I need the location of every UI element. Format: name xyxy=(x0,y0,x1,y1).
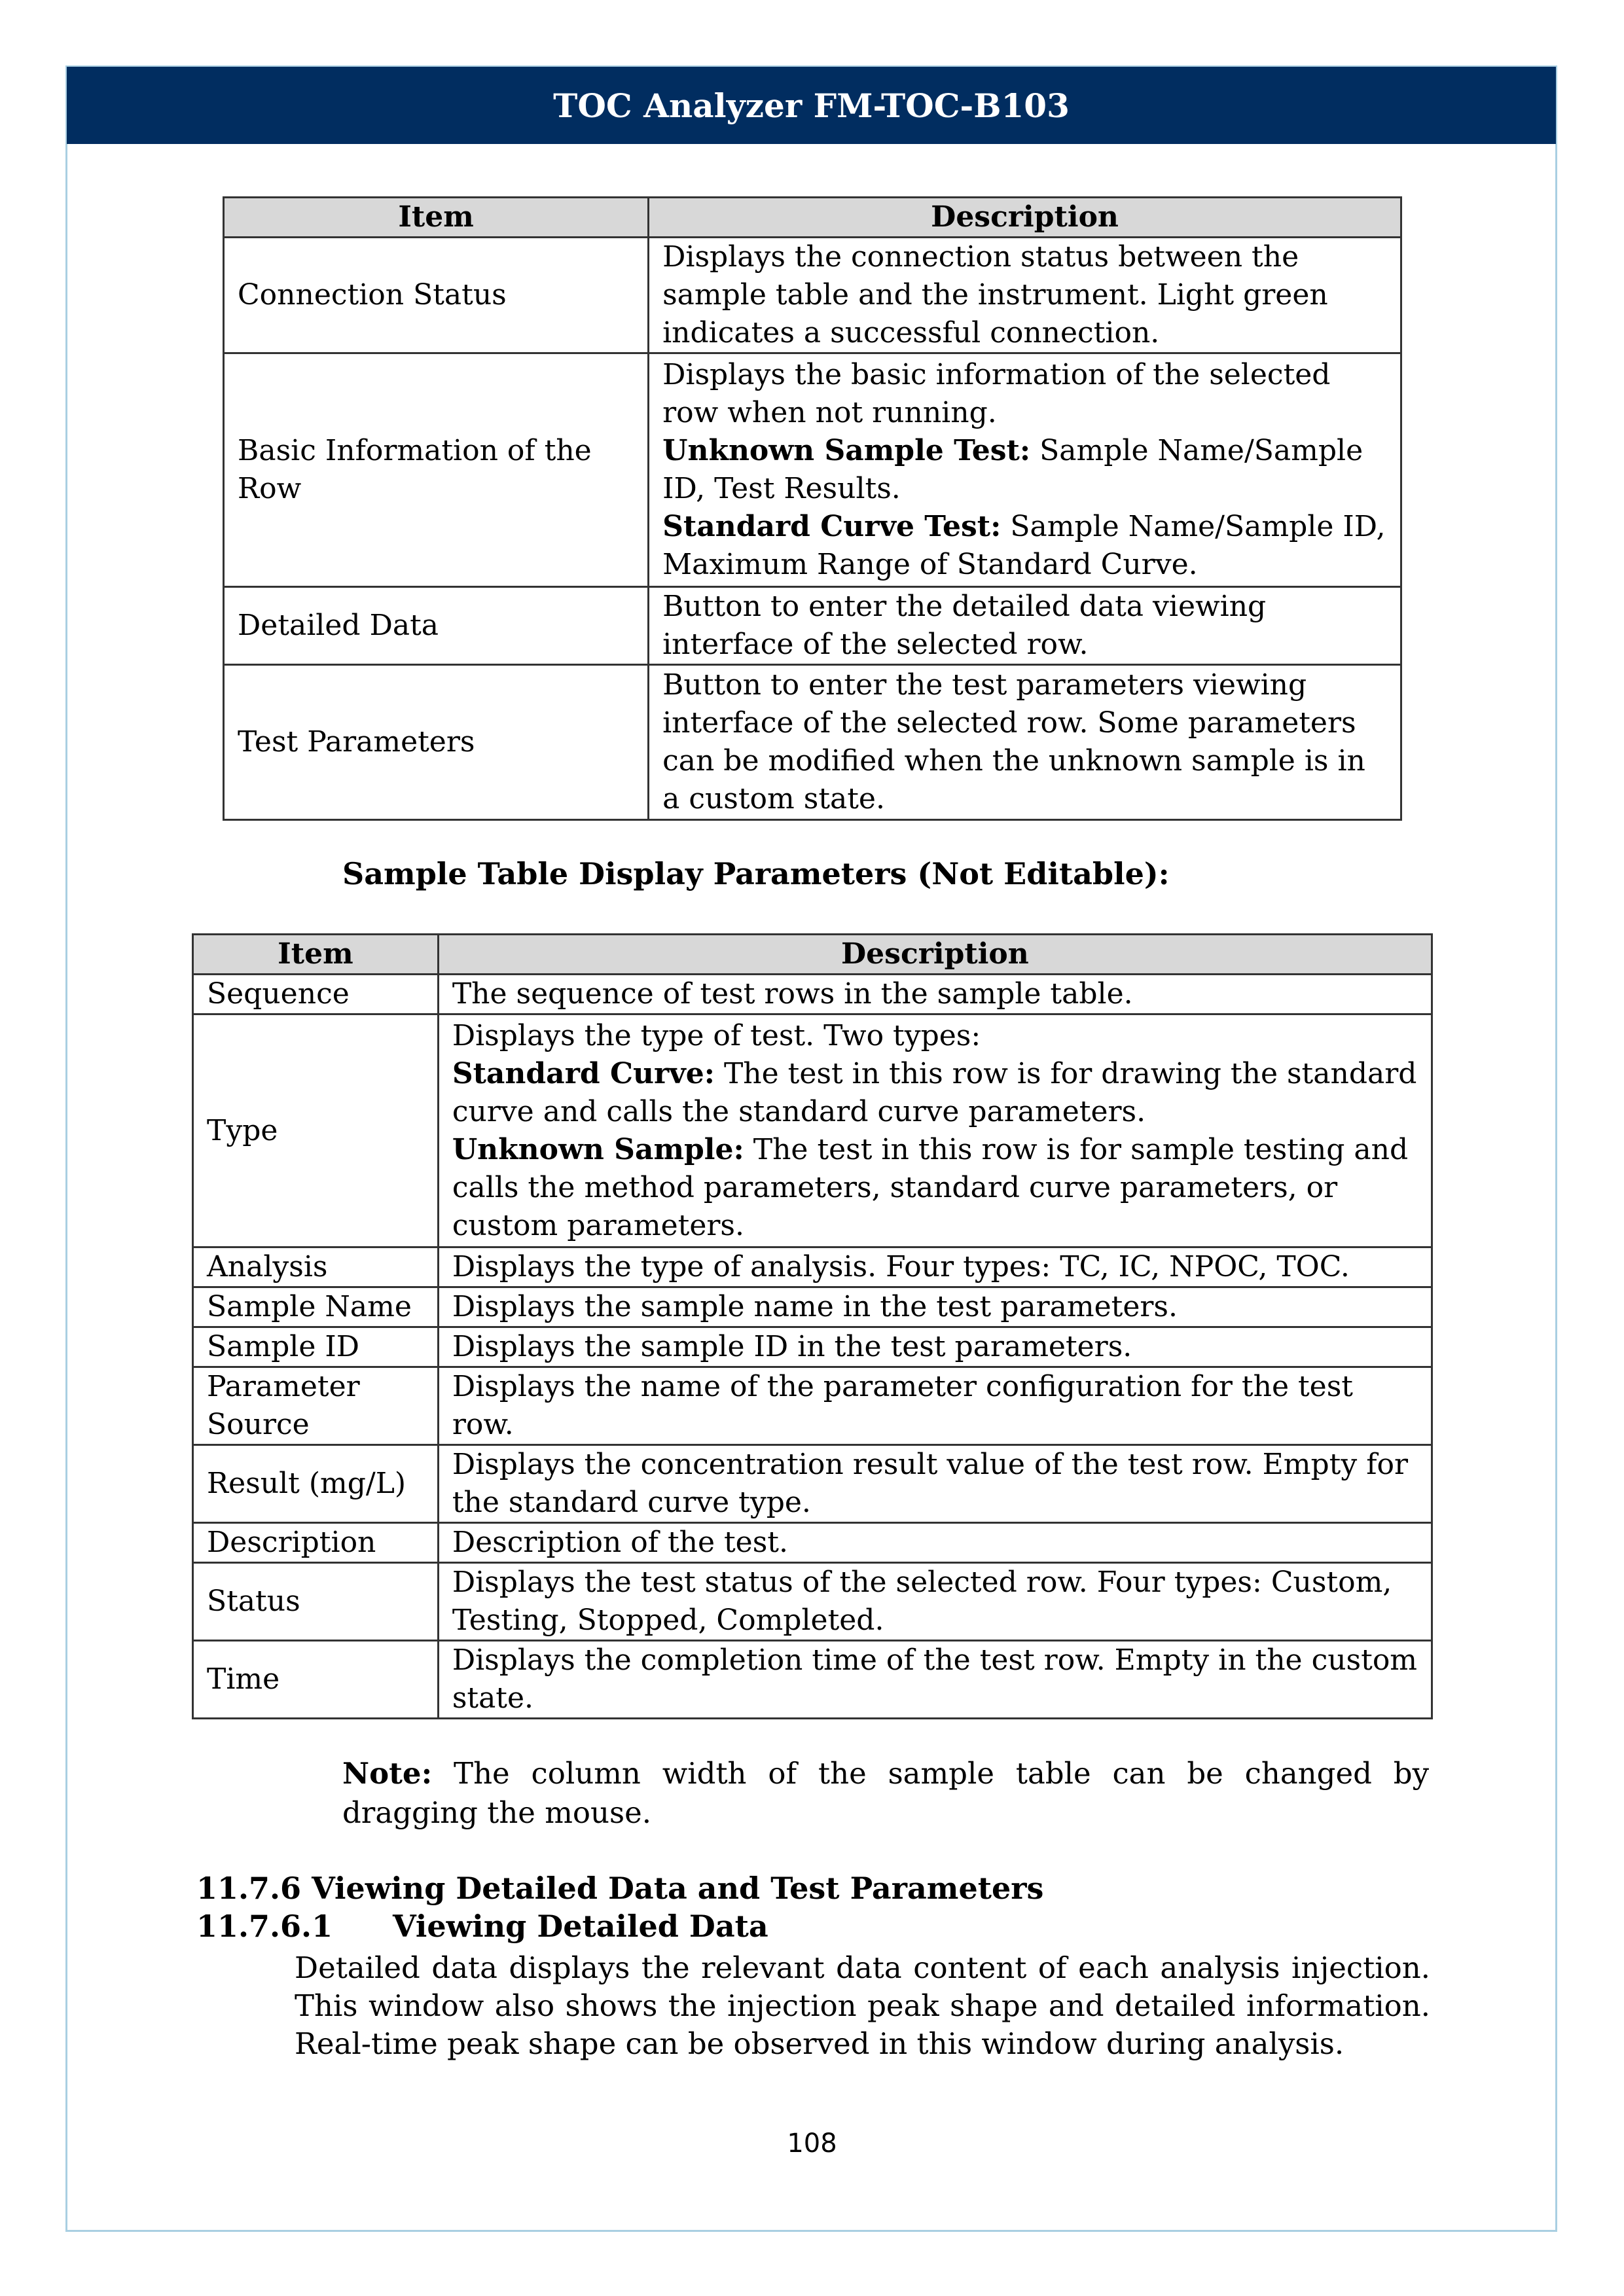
description-cell: Displays the completion time of the test row. Empty in the custom state. xyxy=(438,1641,1432,1719)
entry-label: Unknown Sample Test: xyxy=(662,434,1031,467)
table-row xyxy=(193,1563,1432,1641)
entry-text: Sample Name/Sample ID, Maximum Range of Standard Curve. xyxy=(662,510,1386,581)
item-cell: Analysis xyxy=(193,1247,439,1287)
table-row xyxy=(193,1327,1432,1367)
description-intro: Displays the basic information of the selected row when not running. xyxy=(662,358,1331,429)
description-cell: Button to enter the test parameters viewing interface of the selected row. Some parameters can be modified when the unknown sample is in a custom state. xyxy=(649,665,1401,820)
description-cell xyxy=(649,353,1401,587)
item-cell: Parameter Source xyxy=(193,1367,439,1445)
entry-text: The test in this row is for sample testing and calls the method parameters, standard curve parameters, or custom parameters. xyxy=(452,1132,1409,1242)
table-row xyxy=(193,975,1432,1014)
description-cell xyxy=(438,1014,1432,1247)
column-header-item: Item xyxy=(193,935,439,975)
description-cell: Displays the test status of the selected row. Four types: Custom, Testing, Stopped, Completed. xyxy=(438,1563,1432,1641)
subsection-heading xyxy=(196,1909,768,1944)
table-row xyxy=(193,1247,1432,1287)
section-heading: 11.7.6 Viewing Detailed Data and Test Parameters xyxy=(196,1871,1044,1906)
subsection-number: 11.7.6.1 xyxy=(196,1909,333,1944)
table-row xyxy=(193,1367,1432,1445)
description-cell: Displays the type of analysis. Four types: TC, IC, NPOC, TOC. xyxy=(438,1247,1432,1287)
item-cell: Connection Status xyxy=(224,238,649,353)
table-row xyxy=(193,1523,1432,1563)
item-cell: Test Parameters xyxy=(224,665,649,820)
item-cell: Status xyxy=(193,1563,439,1641)
entry-label: Standard Curve: xyxy=(452,1056,715,1090)
document-title: TOC Analyzer FM-TOC-B103 xyxy=(553,86,1070,125)
description-cell: Button to enter the detailed data viewing interface of the selected row. xyxy=(649,587,1401,665)
description-entry xyxy=(452,1131,1418,1245)
description-cell: Displays the sample name in the test parameters. xyxy=(438,1287,1432,1327)
item-cell: Type xyxy=(193,1014,439,1247)
table-row xyxy=(193,1287,1432,1327)
table-row xyxy=(193,1445,1432,1523)
document-header xyxy=(67,67,1556,144)
column-header-description: Description xyxy=(438,935,1432,975)
description-entry xyxy=(662,508,1387,584)
table-row xyxy=(224,353,1401,587)
subsection-title: Viewing Detailed Data xyxy=(393,1909,768,1944)
entry-label: Unknown Sample: xyxy=(452,1132,744,1166)
note-text: The column width of the sample table can be changed by dragging the mouse. xyxy=(342,1756,1429,1830)
page-number: 108 xyxy=(787,2128,837,2159)
items-table-2 xyxy=(192,933,1433,1719)
entry-label: Standard Curve Test: xyxy=(662,510,1001,543)
table-row xyxy=(224,238,1401,353)
body-paragraph: Detailed data displays the relevant data content of each analysis injection. This window also shows the injection peak shape and detailed information. Real-time peak shape can be observed in this window during analysis. xyxy=(295,1950,1430,2061)
entry-text: Sample Name/Sample ID, Test Results. xyxy=(662,434,1363,505)
table-row xyxy=(193,1014,1432,1247)
description-cell: The sequence of test rows in the sample table. xyxy=(438,975,1432,1014)
table-caption: Sample Table Display Parameters (Not Editable): xyxy=(342,856,1170,891)
item-cell: Description xyxy=(193,1523,439,1563)
column-header-description: Description xyxy=(649,198,1401,238)
item-cell: Time xyxy=(193,1641,439,1719)
description-cell: Description of the test. xyxy=(438,1523,1432,1563)
description-intro: Displays the type of test. Two types: xyxy=(452,1018,981,1052)
entry-text: The test in this row is for drawing the standard curve and calls the standard curve parameters. xyxy=(452,1056,1417,1128)
table-header-row xyxy=(224,198,1401,238)
table-row xyxy=(224,587,1401,665)
table-row xyxy=(193,1641,1432,1719)
item-cell: Basic Information of the Row xyxy=(224,353,649,587)
note-paragraph xyxy=(342,1754,1429,1833)
description-entry xyxy=(452,1055,1418,1131)
column-header-item: Item xyxy=(224,198,649,238)
item-cell: Sequence xyxy=(193,975,439,1014)
description-cell: Displays the connection status between the sample table and the instrument. Light green indicates a successful connection. xyxy=(649,238,1401,353)
table-header-row xyxy=(193,935,1432,975)
table-row xyxy=(224,665,1401,820)
description-cell: Displays the name of the parameter configuration for the test row. xyxy=(438,1367,1432,1445)
note-label: Note: xyxy=(342,1756,433,1791)
description-entry xyxy=(662,432,1387,508)
items-table-1 xyxy=(223,196,1402,821)
item-cell: Detailed Data xyxy=(224,587,649,665)
item-cell: Sample ID xyxy=(193,1327,439,1367)
item-cell: Result (mg/L) xyxy=(193,1445,439,1523)
description-cell: Displays the sample ID in the test parameters. xyxy=(438,1327,1432,1367)
description-cell: Displays the concentration result value of the test row. Empty for the standard curve type. xyxy=(438,1445,1432,1523)
item-cell: Sample Name xyxy=(193,1287,439,1327)
